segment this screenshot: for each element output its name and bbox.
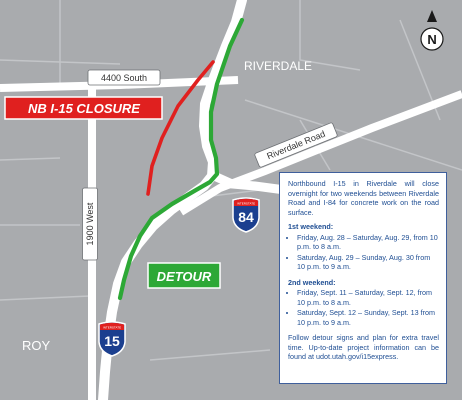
info-intro: Northbound I-15 in Riverdale will close overnight for two weekends between Riverdale Road and I-84 for concrete work on the road surface. [288,179,439,217]
city-label-roy: ROY [22,338,51,353]
svg-text:NB I-15 CLOSURE: NB I-15 CLOSURE [28,101,140,116]
closure-callout [5,97,162,119]
weekend-2-list [288,288,439,327]
weekend-1-item: • Saturday, Aug. 29 – Sunday, Aug. 30 from 10 p.m. to 9 a.m. [297,253,439,272]
svg-text:INTERSTATE: INTERSTATE [236,201,256,206]
weekend-1-heading: 1st weekend: [288,222,334,231]
info-footer: Follow detour signs and plan for extra travel time. Up-to-date project information can be found at udot.utah.gov/i15express. [288,333,439,361]
label-4400-south [88,70,160,85]
svg-text:4400 South: 4400 South [100,73,148,83]
weekend-2-heading: 2nd weekend: [288,277,336,287]
svg-text:15: 15 [104,333,120,349]
weekend-2-item: • Friday, Sept. 11 – Saturday, Sept. 12, from 10 p.m. to 8 a.m. [297,288,439,307]
weekend-1-list [288,233,439,272]
svg-text:N: N [427,32,437,47]
svg-text:DETOUR: DETOUR [156,269,212,284]
svg-text:84: 84 [238,209,254,225]
weekend-2-item: • Saturday, Sept. 12 – Sunday, Sept. 13 from 10 p.m. to 9 a.m. [297,308,439,327]
i84-shield-icon [233,198,259,232]
weekend-1-item: • Friday, Aug. 28 – Saturday, Aug. 29, from 10 p.m. to 8 a.m. [297,233,439,252]
i15-shield-icon [99,322,125,356]
detour-callout [148,263,220,288]
city-label-riverdale: RIVERDALE [244,59,313,73]
svg-text:Riverdale Road: Riverdale Road [265,128,327,162]
closure-info-box [279,172,447,384]
svg-text:1900 West: 1900 West [85,202,95,246]
label-1900-west [83,188,98,260]
svg-text:INTERSTATE: INTERSTATE [102,325,122,330]
